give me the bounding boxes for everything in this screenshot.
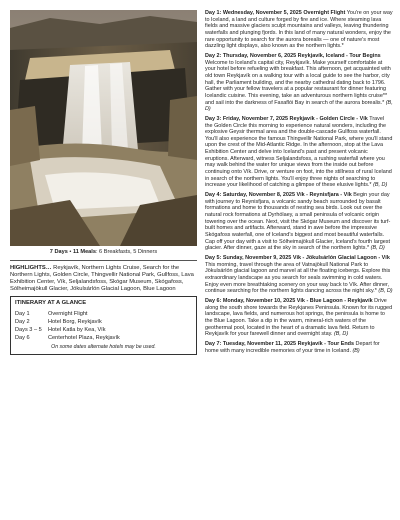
day-title: Day 3: Friday, November 7, 2025 Reykjavík - Golden Circle - Vík (205, 115, 368, 122)
waterfall-photo (10, 10, 197, 246)
glance-day: Day 2 (15, 319, 30, 326)
day-body: Travel the Golden Circle this morning to experience natural wonders, including the explosive Geysir thermal area and the double-cascade Gullfoss waterfall. You'll also experience the famous Thingvellir National Park, where you'll stand upon the crest of the Mid-Atlantic Ridge. In the afternoon, stop at the Lava Exhibition Center and delve into Iceland's past and present volcanic eruptions. Afterward, witness Seljalandsfoss, a rushing waterfall where you may walk behind the water for unique views from the inside out before continuing onto Vík. Drive, or venture on foot, into the stillness of rural Iceland in search of the northern lights. You'll enjoy three nights of searching to increase your likelihood of catching a glimpse of these elusive lights.* (205, 115, 393, 189)
summary-separator: • (69, 249, 72, 255)
glance-place: Overnight Flight (48, 311, 88, 318)
day-entry (205, 116, 393, 189)
glance-row (15, 326, 196, 334)
day-title: Day 7: Tuesday, November 11, 2025 Reykjavík - Tour Ends (205, 340, 354, 347)
glance-row (15, 310, 196, 318)
day-entry (205, 341, 393, 354)
day-entry (205, 255, 393, 295)
day-meals: (B) (352, 347, 360, 354)
highlights-text: Reykjavík, Northern Lights Cruise, Search for the Northern Lights, Golden Circle, Thingvellir National Park, Gullfoss, Lava Exhibition Center, Vík, Seljalandsfoss, Skógar Museum, Skógafoss, Sólheimajökull Glacier, Jökulsárlón Glacial Lagoon, Blue Lagoon (10, 264, 194, 292)
trip-summary (10, 249, 197, 256)
itinerary-at-a-glance (10, 296, 197, 355)
meals-count: 11 Meals (72, 249, 96, 255)
day-title: Day 4: Saturday, November 8, 2025 Vík - Reynisfjara - Vík (205, 192, 352, 199)
highlights-label: HIGHLIGHTS… (10, 264, 52, 271)
day-title: Day 6: Monday, November 10, 2025 Vík - Blue Lagoon - Reykjavík (205, 297, 373, 304)
day-entry (205, 192, 393, 252)
glance-row (15, 318, 196, 326)
glance-day: Day 6 (15, 335, 30, 342)
day-body: Depart for home with many incredible memories of your time in Iceland. (205, 340, 380, 354)
glance-title: ITINERARY AT A GLANCE (15, 300, 87, 307)
day-body: This morning, travel through the area of Vatnajökull National Park to Jökulsárlón glacial lagoon and marvel at all the floating icebergs. Explore this extraordinary landscape as you search for seals swimming in cold waters. Enjoy even more breathtaking scenery on your way back to Vík. After dinner, continue searching for the northern lights dancing across the night sky.* (205, 261, 391, 295)
glance-note: On some dates alternate hotels may be used. (51, 344, 156, 351)
glance-place: Centerhotel Plaza, Reykjavík (48, 335, 120, 342)
day-entry (205, 10, 393, 50)
day-meals: (B, D) (373, 182, 388, 189)
glance-place: Hotel Borg, Reykjavík (48, 319, 102, 326)
day-title: Day 5: Sunday, November 9, 2025 Vík - Jökulsárlón Glacial Lagoon - Vík (205, 254, 390, 261)
day-title: Day 2: Thursday, November 6, 2025 Reykjavík, Iceland - Tour Begins (205, 52, 381, 59)
day-meals: (B, D) (205, 99, 393, 113)
day-title: Day 1: Wednesday, November 5, 2025 Overnight Flight (205, 10, 346, 16)
divider (10, 260, 197, 261)
highlights (10, 265, 197, 293)
day-body: Drive along the south shore towards the Reykjanes Peninsula. Known for its rugged landscape, lava fields, and numerous hot springs, the peninsula is home to the Blue Lagoon. Take a dip in the warm, mineral-rich waters of the geothermal pool, located in the heart of a dramatic lava field. Return to Reykjavík for your farewell dinner and overnight stay. (205, 297, 393, 338)
day-meals: (B, D) (333, 331, 349, 338)
day-meals: (B, D) (378, 288, 393, 295)
waterfall-image (10, 10, 197, 246)
meals-detail: : 6 Breakfasts, 5 Dinners (95, 249, 158, 255)
daily-itinerary (205, 10, 393, 357)
glance-row (15, 334, 196, 342)
day-meals: (B, D) (370, 245, 385, 252)
left-column (10, 10, 197, 355)
days-count: 7 Days (49, 249, 68, 255)
day-body: Begin your day with journey to Reynisfjara, a volcanic sandy beach surrounded by basalt formations and home to thousands of nesting sea birds. Look out over the natural rock formations at Dyrhólaey, a small peninsula of volcanic origin towering over the ocean. Next, visit the Skógar Museum and discover its turf-built homes and artifacts. Afterward, stand in awe before the impressive Skógafoss waterfall, one of Iceland's biggest and most beautiful waterfalls. Cap off your day with a visit to Sólheimajökull Glacier, Iceland's fourth largest glacier. After dinner, gaze at the sky in search of the northern lights.* (205, 192, 391, 252)
glance-place: Hotel Katla by Kea, Vík (48, 327, 106, 334)
day-body: You're on your way to Iceland, a land and culture forged by fire and ice. Where steaming lava fields and massive glaciers sculpt mountains and valleys, leaving thundering waterfalls and plunging fjords. In this land of many natural wonders, enjoy the rare opportunity to search for the aurora borealis — one of nature's most dazzling light displays, also known as the northern lights.* (205, 10, 393, 50)
day-entry (205, 298, 393, 338)
glance-day: Days 3 – 5 (15, 327, 42, 334)
glance-day: Day 1 (15, 311, 30, 318)
day-entry (205, 53, 393, 113)
day-body: Welcome to Iceland's capital city, Reykjavík. Make yourself comfortable at your hotel before refueling with breakfast. This afternoon, get acquainted with old town Reykjavík on a walking tour with a local guide to see the harbor, city hall, the Parliament building, and the nearby cathedral dating back to 1796. Gather with your fellow travelers at a popular restaurant for dinner featuring Icelandic cuisine. This evening, take an adventurous northern lights cruise** and sail into the darkness of Faxaflói Bay in search of the aurora borealis.* (205, 59, 391, 106)
